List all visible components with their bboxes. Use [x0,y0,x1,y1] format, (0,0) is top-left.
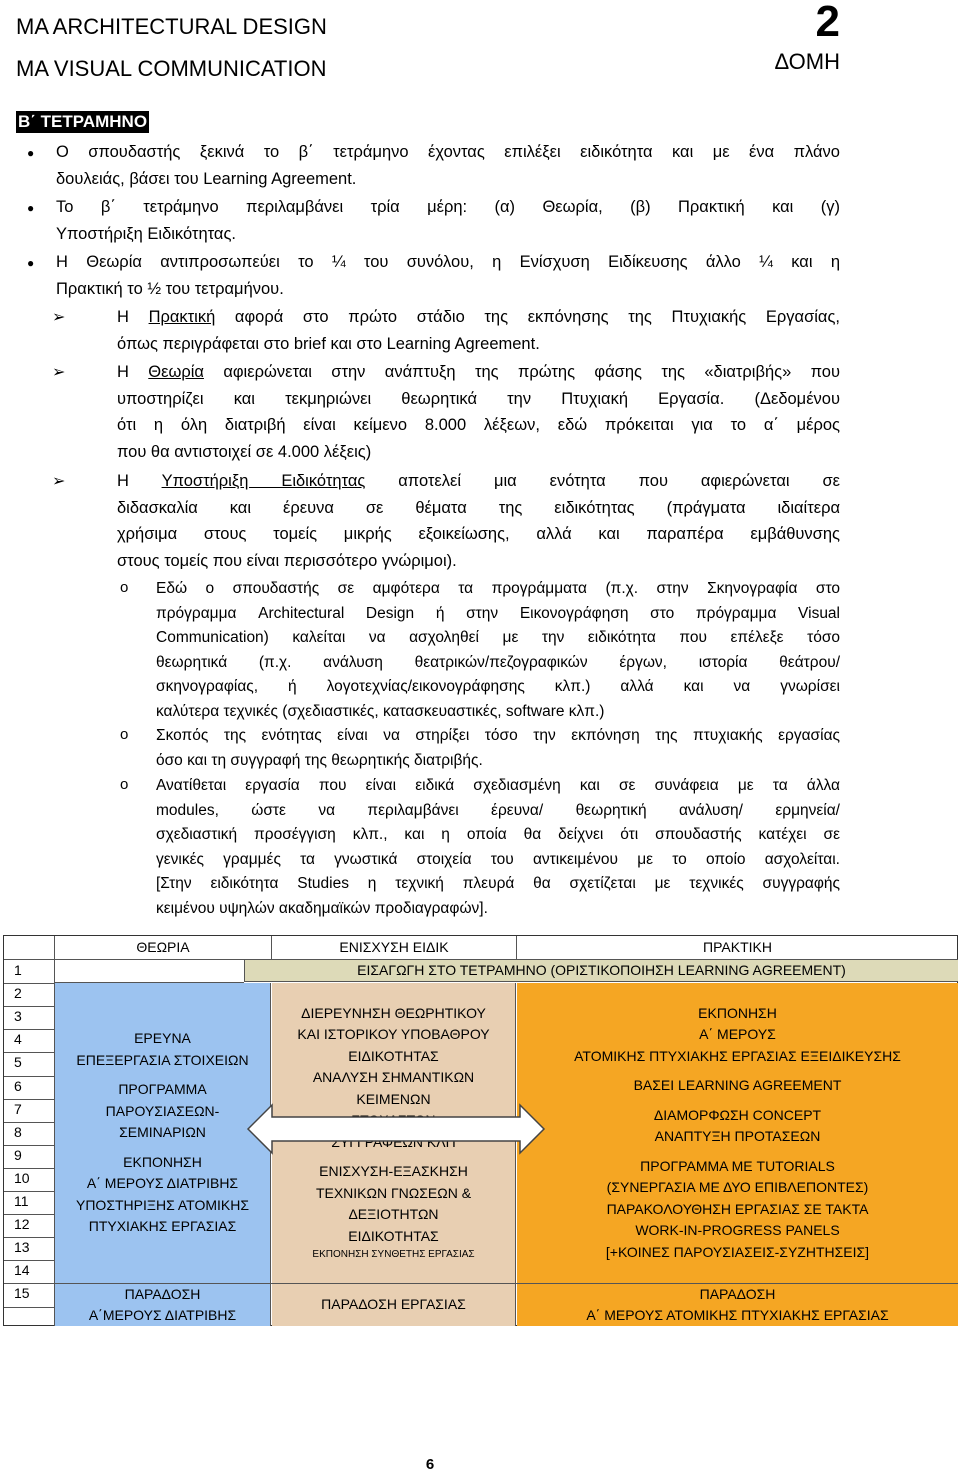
block-line: ΠΤΥΧΙΑΚΗΣ ΕΡΓΑΣΙΑΣ [88,1218,237,1235]
arrow-item-line: ότι η όλη διατριβή είναι κείμενο 8.000 λέξεων, εδώ πρόκειται για το α΄ μέρος [117,416,840,434]
bullet-text-line: δουλειάς, βάσει του Learning Agreement. [56,170,357,188]
bullet-text-line: Το β΄ τετράμηνο περιλαμβάνει τρία μέρη: (α) Θεωρία, (β) Πρακτική και (γ) [56,198,840,216]
bullet-text-line: Ο σπουδαστής ξεκινά το β΄ τετράμηνο έχοντας επιλέξει ειδικότητα και με ένα πλάνο [56,143,840,161]
sub-item-line: Ανατίθεται εργασία που είναι ειδικά σχεδιασμένη και σε συνάφεια με τα άλλα [156,777,840,794]
block-line: ΚΕΙΜΕΝΩΝ [356,1090,431,1107]
row-divider [4,1099,54,1100]
bullet-dot-icon: ● [27,201,35,215]
block-line: ΣΕΜΙΝΑΡΙΩΝ [119,1124,206,1141]
row-divider [4,1260,54,1261]
arrow-item-line [117,360,840,386]
practice-final [517,1284,958,1326]
block-line: ΤΕΧΝΙΚΩΝ ΓΝΩΣΕΩΝ & [315,1184,472,1201]
sub-item-line: καλύτερα τεχνικές (σχεδιαστικές, κατασκευαστικές, software κλπ.) [156,702,605,720]
circle-bullet-icon: o [120,726,129,743]
row-number: 5 [14,1054,22,1071]
row-number: 3 [14,1008,22,1025]
sub-item-line: πρόγραμμα Architectural Design ή στην Εικονογράφηση στο πρόγραμμα Visual [156,604,840,622]
block-line: ΠΑΡΑΔΟΣΗ [124,1285,201,1302]
block-line: ΠΑΡΑΔΟΣΗ ΕΡΓΑΣΙΑΣ [321,1296,466,1313]
block-line: ΠΡΟΓΡΑΜΜΑ ΜΕ TUTORIALS [640,1157,835,1174]
arrow-item-prefix: Η [117,472,162,490]
block-line: ΔΙΑΜΟΡΦΩΣΗ CONCEPT [653,1106,822,1123]
arrow-item-line: διδασκαλία και έρευνα σε θέματα της ειδικότητας (πράγματα ιδιαίτερα [117,498,840,517]
row-divider [4,1006,54,1007]
chapter-title: ΔΟΜΗ [774,49,840,74]
intro-row-label: ΕΙΣΑΓΩΓΗ ΣΤΟ ΤΕΤΡΑΜΗΝΟ (ΟΡΙΣΤΙΚΟΠΟΙΗΣΗ LEARNING AGREEMENT) [357,961,846,978]
arrow-item-line: όπως περιγράφεται στο brief και στο Learning Agreement. [117,335,540,353]
bullet-dot-icon: ● [27,146,35,160]
row-divider [4,1168,54,1169]
block-line: ΠΑΡΑΚΟΛΟΥΘΗΣΗ ΕΡΓΑΣΙΑΣ ΣΕ ΤΑΚΤΑ [606,1200,869,1217]
block-line: [+ΚΟΙΝΕΣ ΠΑΡΟΥΣΙΑΣΕΙΣ-ΣΥΖΗΤΗΣΕΙΣ] [605,1243,870,1260]
row-number: 6 [14,1077,22,1094]
block-line: ΠΑΡΑΔΟΣΗ [699,1285,776,1302]
row-number: 14 [14,1262,30,1279]
block-line: ΔΙΕΡΕΥΝΗΣΗ ΘΕΩΡΗΤΙΚΟΥ [301,1004,486,1021]
block-line: Α΄ ΜΕΡΟΥΣ ΑΤΟΜΙΚΗΣ ΠΤΥΧΙΑΚΗΣ ΕΡΓΑΣΙΑΣ [586,1307,889,1323]
arrow-item-line: χρήσιμα στους τομείς μικρής εξοικείωσης, αλλά και παραπέρα εμβάθυνσης [117,525,840,543]
block-line: ΒΑΣΕΙ LEARNING AGREEMENT [633,1077,842,1094]
block-line: Α΄ ΜΕΡΟΥΣ ΔΙΑΤΡΙΒΗΣ [86,1175,239,1192]
header-practice: ΠΡΑΚΤΙΚΗ [703,939,772,955]
row-divider [4,983,54,984]
row-number: 15 [14,1285,30,1302]
arrow-item-term: Υποστήριξη Ειδικότητας [161,472,366,490]
support-final [272,1284,516,1326]
bullet-text-line: Η Θεωρία αντιπροσωπεύει το ¼ του συνόλου, η Ενίσχυση Ειδίκευσης άλλο ¼ και η [56,253,840,271]
sub-item-line: γενικές γραμμές τα γνωστικά στοιχεία του αντικειμένου με το οποίο ασχολείται. [156,850,840,868]
row-number: 12 [14,1216,30,1233]
bullet-text-line: Υποστήριξη Ειδικότητας. [56,225,236,243]
sub-item-line: σχεδιαστική προσέγγιση κλπ., και η οποία θα δείχνει ότι σπουδαστής κατέχει σε [156,826,840,843]
block-line: (ΣΥΝΕΡΓΑΣΙΑ ΜΕ ΔΥΟ ΕΠΙΒΛΕΠΟΝΤΕΣ) [606,1179,869,1196]
row-number: 13 [14,1239,30,1256]
row-number: 9 [14,1146,22,1163]
circle-bullet-icon: o [120,776,129,793]
program-title-1: MA ARCHITECTURAL DESIGN [16,14,327,39]
block-line: ΕΠΕΞΕΡΓΑΣΙΑ ΣΤΟΙΧΕΙΩΝ [76,1051,249,1068]
row-number: 1 [14,962,22,978]
block-line: ΕΡΕΥΝΑ [134,1030,191,1047]
arrow-item-line: στους τομείς που είναι περισσότερο γνώριμοι). [117,551,457,570]
bullet-dot-icon: ● [27,256,35,270]
row-divider [54,982,244,983]
row-number: 2 [14,985,22,1002]
block-line: ΠΡΟΓΡΑΜΜΑ [118,1081,207,1098]
row-divider [4,1145,54,1146]
document-header [16,6,327,90]
arrow-item-prefix: Η [117,363,149,381]
arrow-item-prefix: Η [117,308,149,326]
arrow-item-rest: αφιερώνεται στην ανάπτυξη της πρώτης φάσης της «διατριβής» που [203,363,840,381]
arrow-item-line: υποστηρίζει και τεκμηριώνει θεωρητικά την Πτυχιακή Εργασία. (Δεδομένου [117,389,840,408]
arrow-item-rest: αφορά στο πρώτο στάδιο της εκπόνησης της Πτυχιακής Εργασίας, [215,308,840,326]
block-line: ΠΑΡΟΥΣΙΑΣΕΩΝ- [105,1102,220,1119]
row-divider [4,1237,54,1238]
arrow-item-line: που θα αντιστοιχεί σε 4.000 λέξεις) [117,442,372,461]
arrow-item-line [117,469,840,495]
sub-item-line: όσο και τη συγγραφή της θεωρητικής διατριβής. [156,751,483,769]
block-line: ΑΝΑΠΤΥΞΗ ΠΡΟΤΑΣΕΩΝ [654,1128,821,1145]
block-line: ΚΑΙ ΙΣΤΟΡΙΚΟΥ ΥΠΟΒΑΘΡΟΥ [297,1026,490,1043]
block-line: ΔΕΞΙΟΤΗΤΩΝ [348,1206,439,1223]
arrow-bullet-icon: ➢ [52,473,66,490]
arrow-item-term: Θεωρία [148,363,204,381]
theory-final [55,1284,271,1326]
sub-item-line: Εδώ ο σπουδαστής σε αμφότερα τα προγράμματα (π.χ. στην Σκηνογραφία στο [156,580,840,597]
row-divider [4,1191,54,1192]
block-line: ΕΚΠΟΝΗΣΗ [123,1153,202,1170]
practice-block [517,983,958,1283]
chapter-number: 2 [815,0,840,46]
arrow-bullet-icon: ➢ [52,364,66,381]
block-line: Α΄ΜΕΡΟΥΣ ΔΙΑΤΡΙΒΗΣ [88,1307,237,1323]
block-line: ΕΚΠΟΝΗΣΗ [698,1004,777,1021]
block-line: ΕΙΔΙΚΟΤΗΤΑΣ [348,1047,439,1064]
header-support: ΕΝΙΣΧΥΣΗ ΕΙΔΙΚ [339,939,449,955]
header-theory: ΘΕΩΡΙΑ [136,939,190,955]
block-line: ΑΤΟΜΙΚΗΣ ΠΤΥΧΙΑΚΗΣ ΕΡΓΑΣΙΑΣ ΕΞΕΙΔΙΚΕΥΣΗΣ [574,1047,901,1064]
arrow-bullet-icon: ➢ [52,309,66,326]
block-line: WORK-IN-PROGRESS PANELS [635,1222,840,1239]
double-arrow-icon [246,1101,546,1157]
circle-bullet-icon: o [120,579,129,596]
block-line: ΥΠΟΣΤΗΡΙΞΗΣ ΑΤΟΜΙΚΗΣ [75,1196,249,1213]
row-divider [4,1122,54,1123]
page-number: 6 [425,1456,435,1473]
block-line: ΕΙΔΙΚΟΤΗΤΑΣ [348,1227,439,1244]
sub-item-line: κειμένου υψηλών ακαδημαϊκών προδιαγραφών]. [156,899,488,917]
sub-item-line: Σκοπός της ενότητας είναι να στηρίξει τόσο την εκπόνηση της πτυχιακής εργασίας [156,727,840,744]
block-small-line: ΕΚΠΟΝΗΣΗ ΣΥΝΘΕΤΗΣ ΕΡΓΑΣΙΑΣ [312,1249,475,1261]
program-title-2: MA VISUAL COMMUNICATION [16,56,327,81]
row-divider [4,1214,54,1215]
intro-row [244,960,958,982]
arrow-item-rest: αποτελεί μια ενότητα που αφιερώνεται σε [365,472,840,490]
block-line: ΑΝΑΛΥΣΗ ΣΗΜΑΝΤΙΚΩΝ [312,1069,475,1086]
row-divider [4,1283,54,1284]
row-number: 4 [14,1031,22,1048]
row-number: 10 [14,1169,30,1186]
sub-item-line: Communication) καλείται να ασχοληθεί με την ειδικότητα που επέλεξε τόσο [156,629,840,646]
row-number: 7 [14,1100,22,1117]
bullet-text-line: Πρακτική το ½ του τετραμήνου. [56,280,284,298]
row-divider [4,1029,54,1030]
sub-item-line: θεωρητικά (π.χ. ανάλυση θεατρικών/πεζογραφικών έργων, ιστορία θεάτρου/ [156,653,840,671]
row-divider [4,1052,54,1053]
sub-item-line: modules, ώστε να περιλαμβάνει έρευνα/ θεωρητική ανάλυση/ ερμηνεία/ [156,801,840,819]
arrow-item-term: Πρακτική [148,308,216,326]
sub-item-line: σκηνογραφίας, ή λογοτεχνίας/εικονογράφησης κλπ.) αλλά και να γνωρίσει [156,678,840,695]
section-title: Β΄ ΤΕΤΡΑΜΗΝΟ [18,112,148,131]
row-divider [4,1307,54,1308]
block-line: ΕΝΙΣΧΥΣΗ-ΕΞΑΣΚΗΣΗ [319,1163,468,1180]
row-number: 8 [14,1123,22,1140]
theory-block [55,983,271,1283]
schedule-table [3,935,958,1326]
arrow-item-line [117,305,840,331]
sub-item-line: [Στην ειδικότητα Studies η τεχνική πλευρά θα σχετίζεται με τεχνικές συγγραφής [156,875,840,892]
row-number: 11 [14,1193,29,1209]
row-divider [4,1076,54,1077]
block-line: Α΄ ΜΕΡΟΥΣ [699,1026,776,1043]
